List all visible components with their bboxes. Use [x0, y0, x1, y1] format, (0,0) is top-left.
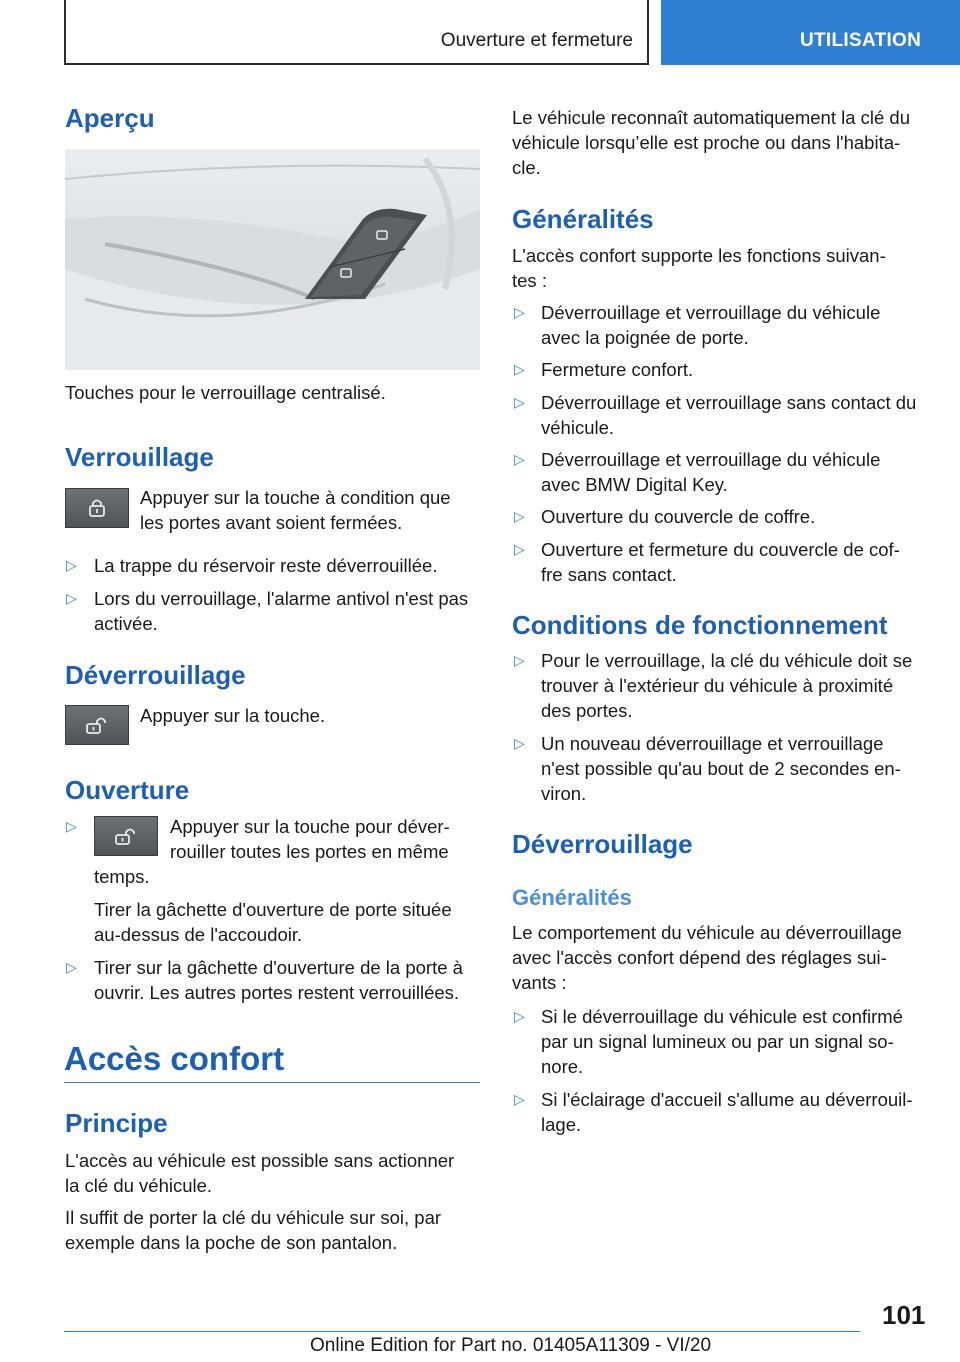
bullet-icon: ▷	[66, 959, 77, 975]
intro-line2: véhicule lorsqu’elle est proche ou dans l'habita-	[512, 132, 901, 153]
bullet-icon: ▷	[66, 818, 77, 834]
lock-open-icon	[114, 826, 138, 846]
principe-p2-line1: Il suffit de porter la clé du véhicule sur soi, par	[65, 1207, 442, 1228]
intro-line3: cle.	[512, 157, 541, 178]
generalites2-item-1-line2: par un signal lumineux ou par un signal so-	[541, 1031, 894, 1052]
photo-caption: Touches pour le verrouillage centralisé.	[65, 382, 386, 403]
generalites-item-1-line1: Déverrouillage et verrouillage du véhicule	[541, 302, 881, 323]
conditions-item-1-line2: trouver à l'extérieur du véhicule à proximité	[541, 675, 894, 696]
bullet-icon: ▷	[514, 508, 525, 524]
ouverture-item-1-line2: rouiller toutes les portes en même	[170, 841, 449, 862]
generalites2-item-1-line3: nore.	[541, 1056, 584, 1077]
generalites-item-3-line2: véhicule.	[541, 417, 615, 438]
principe-p1-line1: L'accès au véhicule est possible sans actionner	[65, 1150, 455, 1171]
bullet-icon: ▷	[514, 541, 525, 557]
deverrouillage-text: Appuyer sur la touche.	[140, 705, 326, 726]
unlock-key-image-2	[94, 816, 158, 856]
deverrouillage-heading: Déverrouillage	[65, 660, 246, 690]
ouverture-item-1-extra-line2: au-dessus de l'accoudoir.	[94, 924, 303, 945]
generalites-item-4-line1: Déverrouillage et verrouillage du véhicule	[541, 449, 881, 470]
conditions-item-1-line1: Pour le verrouillage, la clé du véhicule doit se	[541, 650, 913, 671]
ouverture-item-1-line3: temps.	[94, 866, 150, 887]
generalites-text-line1: L'accès confort supporte les fonctions suivan-	[512, 245, 886, 266]
deverrouillage-confort-heading: Déverrouillage	[512, 829, 693, 859]
bullet-icon: ▷	[514, 304, 525, 320]
acces-confort-heading: Accès confort	[64, 1040, 285, 1077]
footer-rule	[64, 1331, 860, 1332]
principe-p2-line2: exemple dans la poche de son pantalon.	[65, 1232, 398, 1253]
conditions-item-2-line2: n'est possible qu'au bout de 2 secondes en-	[541, 758, 901, 779]
header-chapter-tab[interactable]	[661, 0, 960, 65]
lock-key-image	[65, 488, 129, 528]
generalites-item-4-line2: avec BMW Digital Key.	[541, 474, 728, 495]
door-handle-illustration	[65, 149, 480, 370]
bullet-icon: ▷	[66, 557, 77, 573]
bullet-icon: ▷	[514, 652, 525, 668]
generalites-item-6-line2: fre sans contact.	[541, 564, 677, 585]
principe-heading: Principe	[65, 1108, 168, 1138]
generalites-item-2: Fermeture confort.	[541, 359, 694, 380]
bullet-icon: ▷	[514, 361, 525, 377]
ouverture-item-1-line1: Appuyer sur la touche pour déver-	[170, 816, 450, 837]
ouverture-item-2-line1: Tirer sur la gâchette d'ouverture de la porte à	[94, 957, 463, 978]
section-rule	[64, 1082, 480, 1083]
verrouillage-heading: Verrouillage	[65, 442, 214, 472]
generalites2-heading: Généralités	[512, 885, 632, 910]
header-section-title: Ouverture et fermeture	[440, 30, 633, 51]
generalites-heading: Généralités	[512, 204, 654, 234]
bullet-icon: ▷	[514, 1008, 525, 1024]
unlock-key-image	[65, 705, 129, 745]
generalites-item-5: Ouverture du couvercle de coffre.	[541, 506, 816, 527]
conditions-heading: Conditions de fonctionnement	[512, 610, 888, 640]
generalites2-text-line1: Le comportement du véhicule au déverrouillage	[512, 922, 902, 943]
ouverture-heading: Ouverture	[65, 775, 190, 805]
header-section-box	[64, 0, 649, 65]
generalites2-text-line2: avec l'accès confort dépend des réglages sui-	[512, 947, 887, 968]
generalites2-item-1-line1: Si le déverrouillage du véhicule est confirmé	[541, 1006, 903, 1027]
ouverture-item-2-line2: ouvrir. Les autres portes restent verrouillées.	[94, 982, 460, 1003]
door-handle-photo	[65, 149, 480, 370]
apercu-heading: Aperçu	[65, 103, 155, 133]
generalites-item-1-line2: avec la poignée de porte.	[541, 327, 749, 348]
generalites-item-3-line1: Déverrouillage et verrouillage sans contact du	[541, 392, 917, 413]
intro-line1: Le véhicule reconnaît automatiquement la clé du	[512, 107, 911, 128]
bullet-icon: ▷	[66, 590, 77, 606]
lock-open-icon	[85, 715, 109, 735]
generalites2-text-line3: vants :	[512, 972, 567, 993]
bullet-icon: ▷	[514, 1091, 525, 1107]
generalites2-item-2-line1: Si l'éclairage d'accueil s'allume au déverrouil-	[541, 1089, 913, 1110]
generalites2-item-2-line2: lage.	[541, 1114, 582, 1135]
header-chapter-label: UTILISATION	[800, 30, 922, 51]
conditions-item-2-line1: Un nouveau déverrouillage et verrouillage	[541, 733, 884, 754]
conditions-item-1-line3: des portes.	[541, 700, 633, 721]
verrouillage-item-2-line2: activée.	[94, 613, 158, 634]
principe-p1-line2: la clé du véhicule.	[65, 1175, 213, 1196]
lock-closed-icon	[87, 498, 107, 518]
verrouillage-text-line1: Appuyer sur la touche à condition que	[140, 487, 451, 508]
ouverture-item-1-extra-line1: Tirer la gâchette d'ouverture de porte située	[94, 899, 452, 920]
verrouillage-item-2-line1: Lors du verrouillage, l'alarme antivol n'est pas	[94, 588, 469, 609]
generalites-text-line2: tes :	[512, 270, 547, 291]
generalites-item-6-line1: Ouverture et fermeture du couvercle de cof-	[541, 539, 900, 560]
bullet-icon: ▷	[514, 451, 525, 467]
bullet-icon: ▷	[514, 394, 525, 410]
verrouillage-text-line2: les portes avant soient fermées.	[140, 512, 403, 533]
edition-footer: Online Edition for Part no. 01405A11309 - VI/20	[310, 1335, 712, 1356]
verrouillage-item-1: La trappe du réservoir reste déverrouillée.	[94, 555, 438, 576]
page-number: 101	[882, 1300, 926, 1330]
conditions-item-2-line3: viron.	[541, 783, 587, 804]
bullet-icon: ▷	[514, 735, 525, 751]
